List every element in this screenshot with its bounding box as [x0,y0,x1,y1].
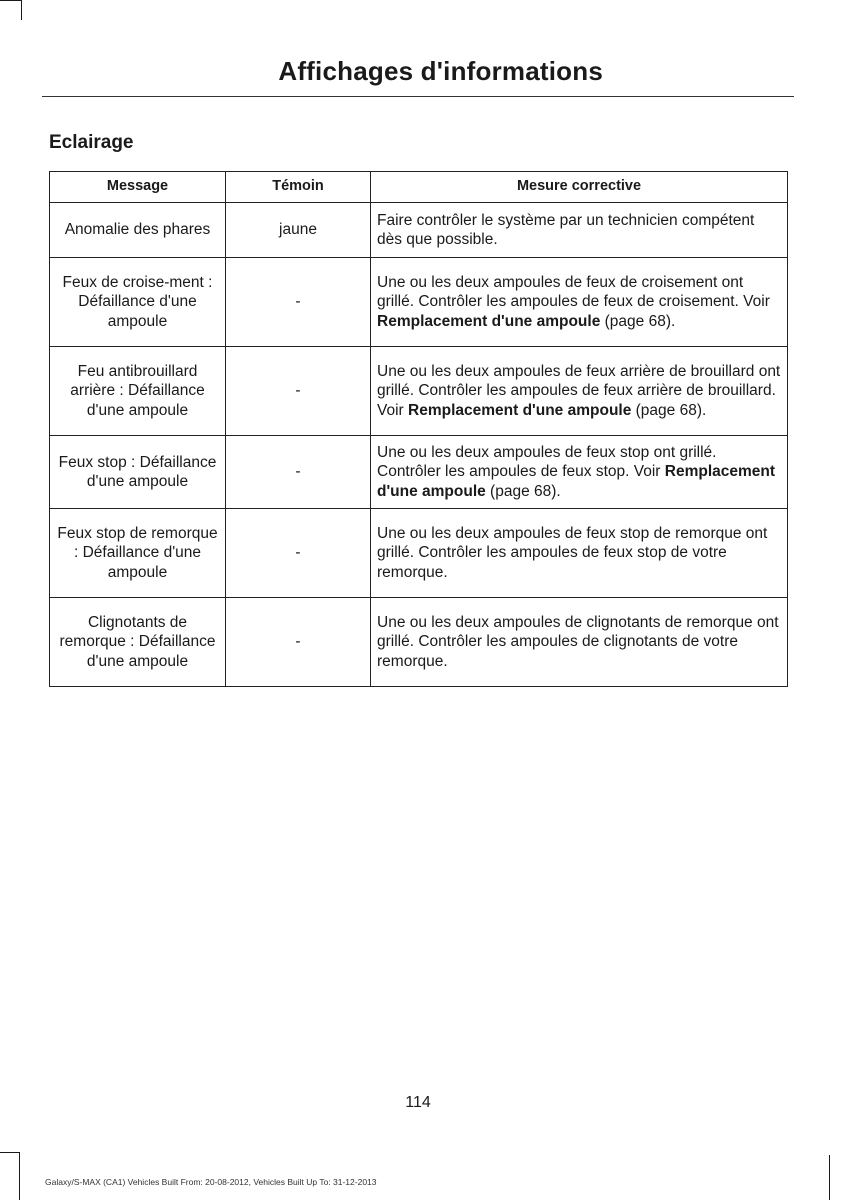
action-text: Une ou les deux ampoules de feux stop de remorque ont grillé. Contrôler les ampoules de feux stop de votre remorque. [377,524,768,581]
action-cell [371,258,788,347]
crop-mark-top-left [0,0,22,1]
table-row [50,509,788,598]
cross-reference-link[interactable]: Remplacement d'une ampoule [408,401,632,419]
action-cell [371,598,788,687]
action-text: Une ou les deux ampoules de feux stop ont grillé. Contrôler les ampoules de feux stop. Voir [377,443,717,481]
title-divider [42,96,794,97]
temoin-cell: - [226,598,371,687]
message-cell: Feux de croise-ment : Défaillance d'une ampoule [50,258,226,347]
message-cell: Feux stop de remorque : Défaillance d'une ampoule [50,509,226,598]
temoin-cell: - [226,509,371,598]
temoin-cell: - [226,436,371,509]
temoin-cell: - [226,258,371,347]
message-cell: Anomalie des phares [50,203,226,258]
header-temoin: Témoin [226,172,371,203]
header-action: Mesure corrective [371,172,788,203]
action-cell [371,509,788,598]
crop-mark-bottom-left-vertical [19,1152,20,1200]
page-reference: (page 68). [631,401,707,419]
cross-reference-link[interactable]: Remplacement d'une ampoule [377,312,601,330]
action-text: Une ou les deux ampoules de clignotants de remorque ont grillé. Contrôler les ampoules de clignotants de votre remorque. [377,613,779,670]
action-cell [371,436,788,509]
footer-vehicle-info: Galaxy/S-MAX (CA1) Vehicles Built From: 20-08-2012, Vehicles Built Up To: 31-12-2013 [45,1177,377,1187]
page-reference: (page 68). [600,312,676,330]
page-title: Affichages d'informations [278,56,603,86]
messages-table [49,171,788,687]
message-cell: Clignotants de remorque : Défaillance d'une ampoule [50,598,226,687]
action-text: Une ou les deux ampoules de feux de croisement ont grillé. Contrôler les ampoules de feux de croisement. Voir [377,273,770,311]
table-header-row [50,172,788,203]
crop-mark-bottom-left [0,1152,20,1153]
cross-reference-link[interactable]: Remplacement d'une ampoule [377,463,776,500]
action-text: Une ou les deux ampoules de feux arrière de brouillard ont grillé. Contrôler les ampoules de feux arrière de brouillard. Voir [377,362,781,419]
crop-mark-bottom-right-vertical [829,1155,830,1200]
message-cell: Feux stop : Défaillance d'une ampoule [50,436,226,509]
table-row [50,436,788,509]
table-row [50,598,788,687]
temoin-cell: jaune [226,203,371,258]
table-row [50,347,788,436]
message-cell: Feu antibrouillard arrière : Défaillance d'une ampoule [50,347,226,436]
action-cell [371,347,788,436]
table-row [50,258,788,347]
crop-mark-top-left-vertical [21,0,22,20]
action-text: Faire contrôler le système par un technicien compétent dès que possible. [377,211,755,248]
page-reference: (page 68). [485,482,561,500]
section-title: Eclairage [49,132,134,153]
table-row [50,203,788,258]
temoin-cell: - [226,347,371,436]
page-number: 114 [405,1094,431,1111]
action-cell [371,203,788,258]
header-message: Message [50,172,226,203]
